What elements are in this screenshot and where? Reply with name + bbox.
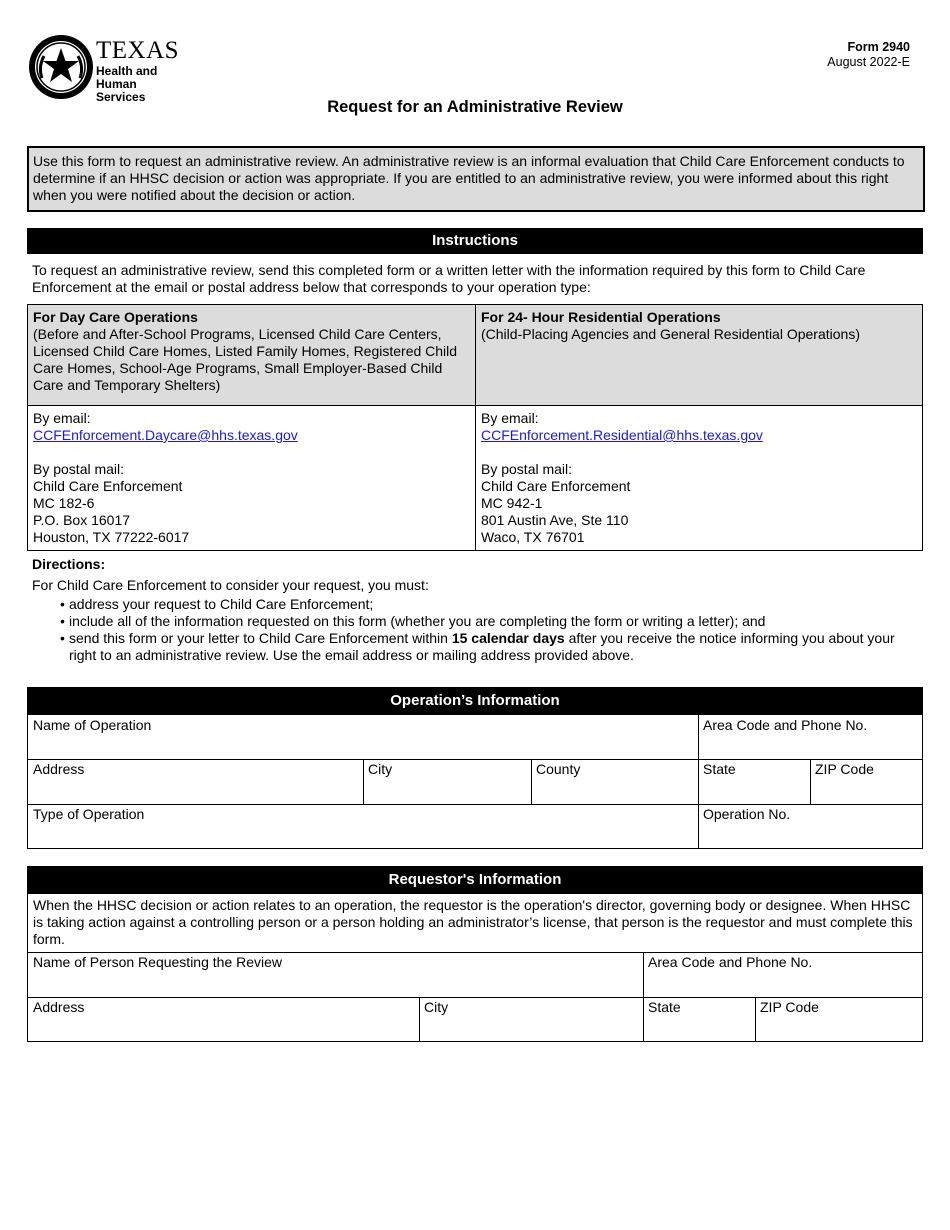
intro-box: Use this form to request an administrative review. An administrative review is an informal evaluation that Child Care Enforcement conducts to determine if an HHSC decision or action was appropriate. If you are entitled to an administrative review, you were informed about this right when you were notified about the decision or action. xyxy=(27,146,925,212)
directions-lead: For Child Care Enforcement to consider your request, you must: xyxy=(32,577,429,593)
operation-number-field[interactable]: Operation No. xyxy=(703,806,791,822)
directions-list xyxy=(60,596,920,664)
operation-type-field[interactable]: Type of Operation xyxy=(33,806,145,822)
daycare-contact-cell xyxy=(28,406,475,550)
residential-mail-label: By postal mail: xyxy=(481,461,573,477)
requestor-info-grid xyxy=(27,893,923,1042)
operation-address-field[interactable]: Address xyxy=(33,761,85,777)
residential-email-label: By email: xyxy=(481,410,539,426)
bullet3-pre: send this form or your letter to Child Care Enforcement within xyxy=(69,630,452,646)
texas-seal-icon xyxy=(28,34,94,100)
operations-table xyxy=(27,304,923,551)
operation-name-field[interactable]: Name of Operation xyxy=(33,717,152,733)
requestor-name-field[interactable]: Name of Person Requesting the Review xyxy=(33,954,283,970)
daycare-email-label: By email: xyxy=(33,410,91,426)
requestor-zip-field[interactable]: ZIP Code xyxy=(760,999,819,1015)
requestor-address-field[interactable]: Address xyxy=(33,999,85,1015)
operation-info-grid xyxy=(27,714,923,849)
logo-title: TEXAS xyxy=(96,37,180,64)
directions-bullet xyxy=(60,630,920,664)
residential-mail-line: Waco, TX 76701 xyxy=(481,529,585,545)
residential-description: (Child-Placing Agencies and General Residential Operations) xyxy=(481,326,860,342)
daycare-mail-line: P.O. Box 16017 xyxy=(33,512,131,528)
form-date: August 2022-E xyxy=(827,55,910,69)
logo-subtitle-2: Services xyxy=(96,90,146,104)
requestor-phone-field[interactable]: Area Code and Phone No. xyxy=(648,954,813,970)
daycare-mail-line: Houston, TX 77222-6017 xyxy=(33,529,190,545)
instructions-heading: Instructions xyxy=(27,228,923,254)
operation-info-heading: Operation’s Information xyxy=(27,687,923,714)
requestor-state-field[interactable]: State xyxy=(648,999,681,1015)
operation-city-field[interactable]: City xyxy=(368,761,393,777)
operation-zip-field[interactable]: ZIP Code xyxy=(815,761,874,777)
operation-county-field[interactable]: County xyxy=(536,761,581,777)
daycare-header-cell xyxy=(28,305,475,405)
directions-heading: Directions: xyxy=(32,556,106,572)
instructions-text: To request an administrative review, send this completed form or a written letter with the information required by this form to Child Care Enforcement at the email or postal address below that corresponds to your operation type: xyxy=(32,262,866,295)
directions-bullet: • include all of the information requested on this form (whether you are completing the form or writing a letter); and xyxy=(60,613,920,630)
directions-bullet: • address your request to Child Care Enforcement; xyxy=(60,596,920,613)
daycare-mail-line: Child Care Enforcement xyxy=(33,478,183,494)
requestor-city-field[interactable]: City xyxy=(424,999,449,1015)
daycare-mail-label: By postal mail: xyxy=(33,461,125,477)
residential-mail-line: 801 Austin Ave, Ste 110 xyxy=(481,512,629,528)
form-number-block xyxy=(827,40,910,70)
operation-state-field[interactable]: State xyxy=(703,761,736,777)
logo-subtitle-1: Health and Human xyxy=(96,64,158,91)
daycare-mail-line: MC 182-6 xyxy=(33,495,95,511)
daycare-description: (Before and After-School Programs, Licensed Child Care Centers, Licensed Child Care Homes, Listed Family Homes, Registered Child Care Homes, School-Age Programs, Small Employer-Based Child Care and Temporary Shelters) xyxy=(33,326,458,393)
daycare-email-link[interactable]: CCFEnforcement.Daycare@hhs.texas.gov xyxy=(33,427,298,443)
residential-contact-cell xyxy=(476,406,922,550)
requestor-info-text: When the HHSC decision or action relates to an operation, the requestor is the operation's director, governing body or designee. When HHSC is taking action against a controlling person or a person holding an administrator’s license, that person is the requestor and must complete this form. xyxy=(33,897,913,947)
residential-mail-line: MC 942-1 xyxy=(481,495,543,511)
daycare-heading: For Day Care Operations xyxy=(33,309,198,325)
bullet3-bold: 15 calendar days xyxy=(451,630,565,646)
operation-phone-field[interactable]: Area Code and Phone No. xyxy=(703,717,868,733)
hhs-logo xyxy=(28,34,198,102)
bullet3-post: after you receive the notice informing you about your right to an administrative review. Use the email address or mailing address provided above. xyxy=(69,630,895,663)
page-title: Request for an Administrative Review xyxy=(327,98,623,116)
residential-header-cell xyxy=(476,305,922,405)
form-number: Form 2940 xyxy=(847,40,910,54)
residential-heading: For 24- Hour Residential Operations xyxy=(481,309,721,325)
residential-mail-line: Child Care Enforcement xyxy=(481,478,631,494)
requestor-info-heading: Requestor's Information xyxy=(27,866,923,893)
residential-email-link[interactable]: CCFEnforcement.Residential@hhs.texas.gov xyxy=(481,427,763,443)
